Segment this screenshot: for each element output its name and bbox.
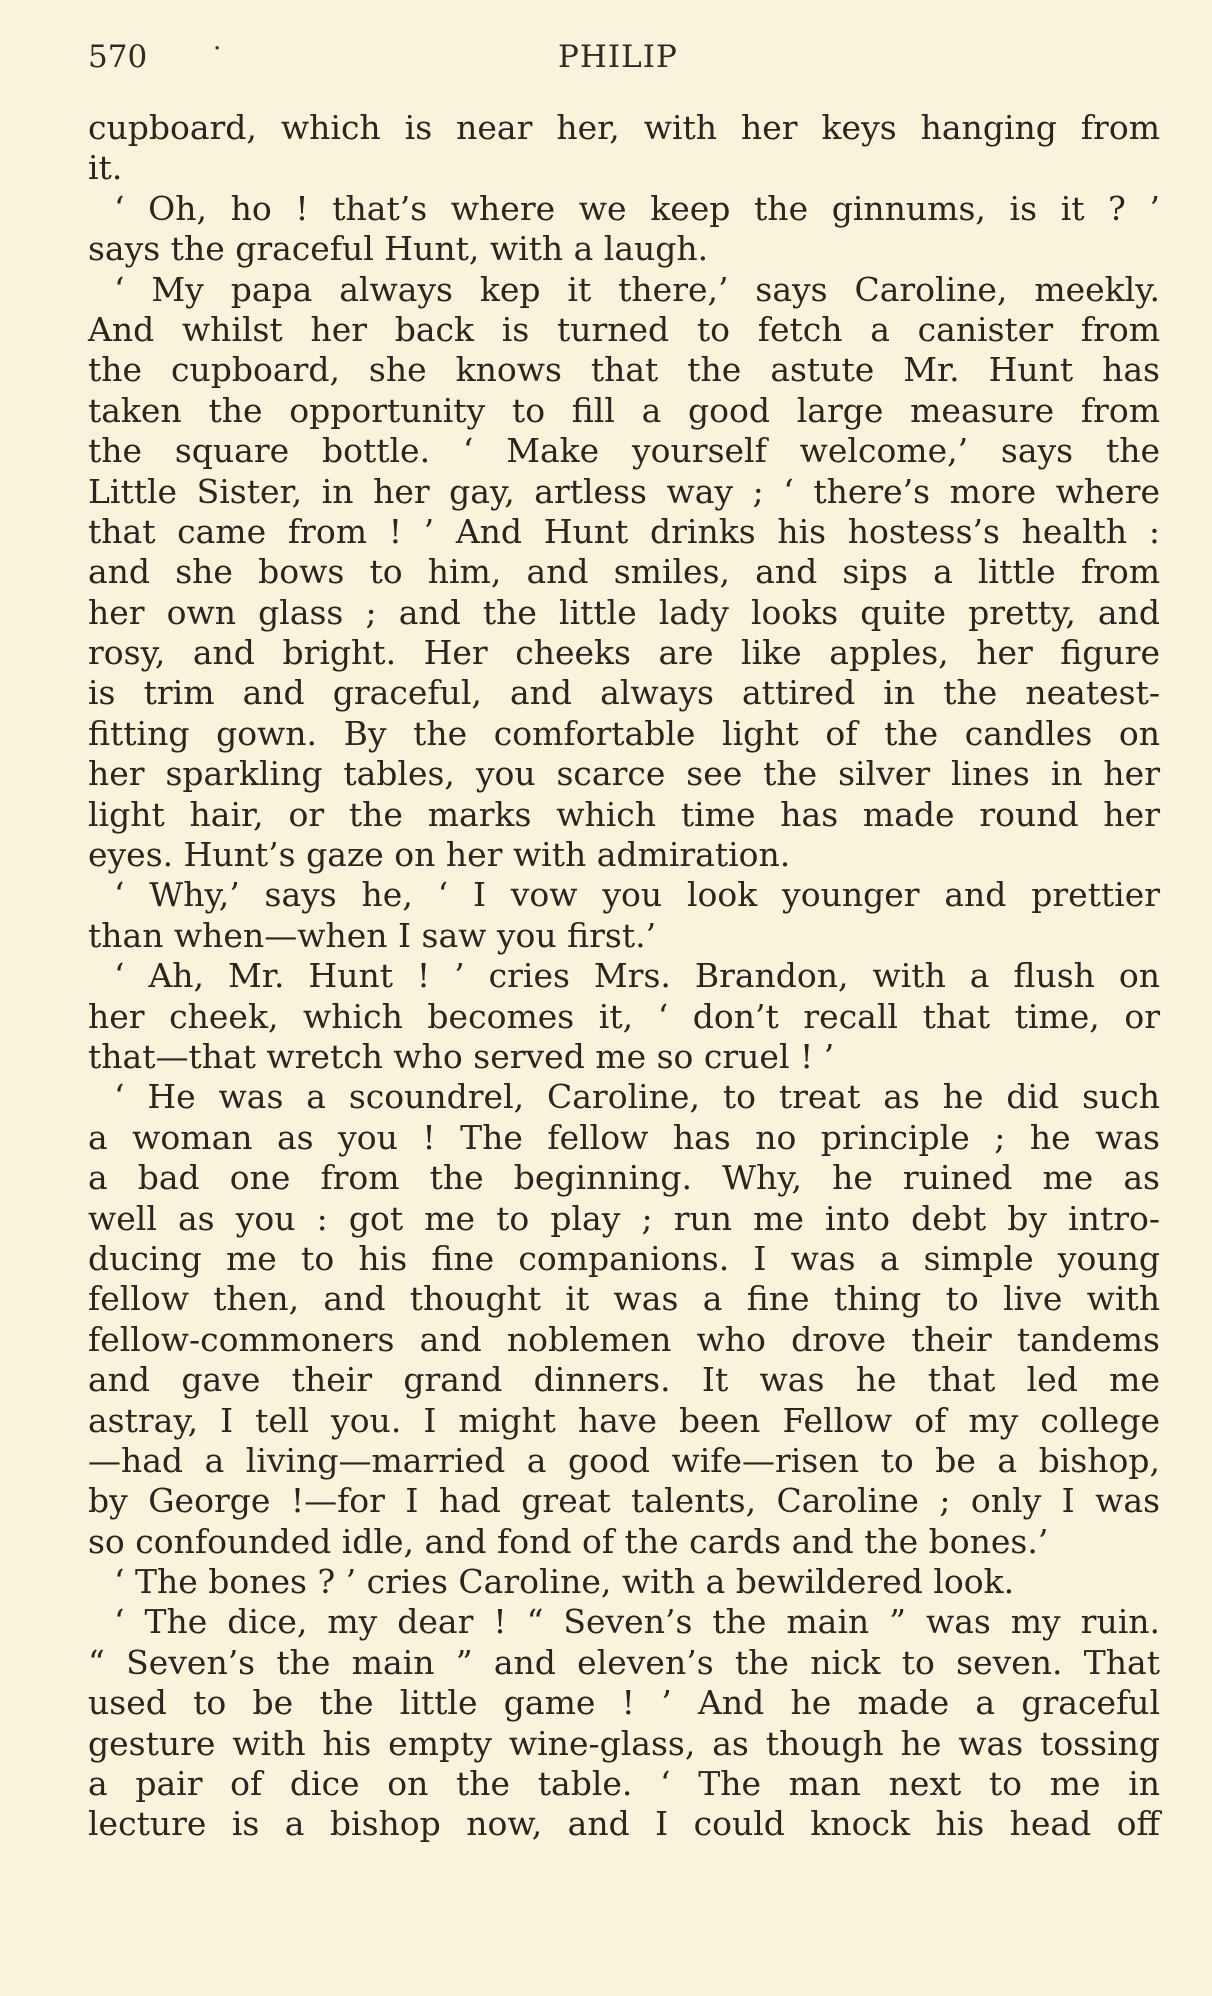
text-line: gesture with his empty wine-glass, as though he was tossing [88, 1723, 1160, 1763]
text-line: ‘ He was a scoundrel, Caroline, to treat as he did such [114, 1077, 1160, 1117]
text-line: rosy, and bright. Her cheeks are like apples, her figure [88, 633, 1160, 673]
text-line: ‘ Why,’ says he, ‘ I vow you look younger and prettier [114, 875, 1160, 915]
text-line: the cupboard, she knows that the astute Mr. Hunt has [88, 350, 1160, 390]
text-line: that—that wretch who served me so cruel ! ’ [88, 1036, 835, 1076]
text-line: cupboard, which is near her, with her keys hanging from [88, 108, 1160, 147]
text-line: says the graceful Hunt, with a laugh. [88, 229, 709, 269]
text-line: used to be the little game ! ’ And he made a graceful [88, 1683, 1160, 1723]
text-line: fellow-commoners and noblemen who drove their tandems [88, 1319, 1160, 1359]
text-line: her sparkling tables, you scarce see the silver lines in her [88, 754, 1160, 794]
text-line: lecture is a bishop now, and I could knock his head off [88, 1804, 1160, 1844]
text-line: is trim and graceful, and always attired in the neatest- [88, 673, 1160, 713]
text-line: that came from ! ’ And Hunt drinks his hostess’s health : [88, 511, 1160, 551]
text-line: ‘ Ah, Mr. Hunt ! ’ cries Mrs. Brandon, with a flush on [114, 956, 1160, 996]
text-line: ducing me to his fine companions. I was a simple young [88, 1238, 1160, 1278]
text-line: astray, I tell you. I might have been Fellow of my college [88, 1400, 1160, 1440]
text-line: fitting gown. By the comfortable light of the candles on [88, 713, 1160, 753]
text-line: it. [88, 148, 123, 188]
text-line: than when—when I saw you first.’ [88, 915, 657, 955]
text-line: a bad one from the beginning. Why, he ruined me as [88, 1158, 1160, 1198]
running-head-mark: · [213, 34, 222, 64]
body-text [88, 108, 1160, 1845]
text-line: Little Sister, in her gay, artless way ; ‘ there’s more where [88, 471, 1160, 511]
running-head [88, 30, 1160, 84]
page-number: 570 [88, 39, 148, 75]
text-line: fellow then, and thought it was a fine thing to live with [88, 1279, 1160, 1319]
text-line: a pair of dice on the table. ‘ The man next to me in [88, 1764, 1160, 1804]
text-line: ‘ The bones ? ’ cries Caroline, with a bewildered look. [114, 1562, 1015, 1602]
text-line: —had a living—married a good wife—risen to be a bishop, [88, 1440, 1160, 1480]
text-line: by George !—for I had great talents, Caroline ; only I was [88, 1481, 1160, 1521]
text-line: her cheek, which becomes it, ‘ don’t recall that time, or [88, 996, 1160, 1036]
text-line: ‘ My papa always kep it there,’ says Caroline, meekly. [114, 269, 1160, 309]
text-line: ‘ Oh, ho ! that’s where we keep the ginnums, is it ? ’ [114, 188, 1160, 228]
text-line: “ Seven’s the main ” and eleven’s the nick to seven. That [88, 1642, 1160, 1682]
text-line: eyes. Hunt’s gaze on her with admiration. [88, 835, 791, 875]
text-line: well as you : got me to play ; run me into debt by intro- [88, 1198, 1160, 1238]
text-line: light hair, or the marks which time has made round her [88, 794, 1160, 834]
text-line: and she bows to him, and smiles, and sips a little from [88, 552, 1160, 592]
text-line: and gave their grand dinners. It was he that led me [88, 1360, 1160, 1400]
text-line: so confounded idle, and fond of the cards and the bones.’ [88, 1521, 1049, 1561]
text-line: ‘ The dice, my dear ! “ Seven’s the main ” was my ruin. [114, 1602, 1160, 1642]
text-line: the square bottle. ‘ Make yourself welcome,’ says the [88, 431, 1160, 471]
book-title: PHILIP [558, 39, 678, 75]
text-line: taken the opportunity to fill a good large measure from [88, 390, 1160, 430]
text-line: a woman as you ! The fellow has no principle ; he was [88, 1117, 1160, 1157]
text-line: And whilst her back is turned to fetch a canister from [88, 309, 1160, 349]
text-line: her own glass ; and the little lady looks quite pretty, and [88, 592, 1160, 632]
